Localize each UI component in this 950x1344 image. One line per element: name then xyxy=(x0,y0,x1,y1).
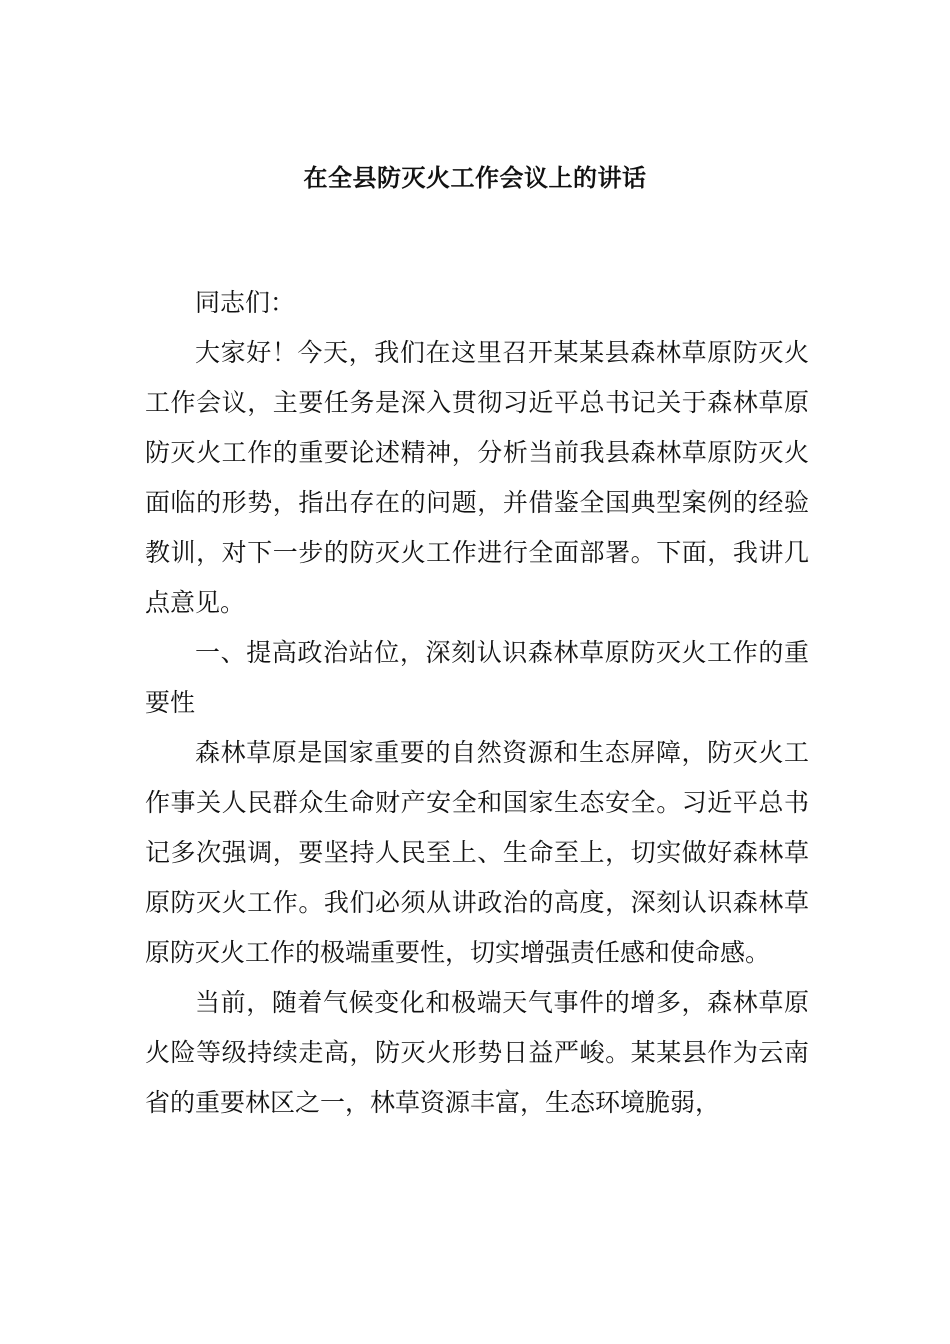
document-title: 在全县防灭火工作会议上的讲话 xyxy=(303,164,647,192)
salutation-paragraph: 同志们： xyxy=(195,288,296,317)
opening-paragraph: 大家好！今天，我们在这里召开某某县森林草原防灭火工作会议，主要任务是深入贯彻习近平总书记关于森林草原防灭火工作的重要论述精神，分析当前我县森林草原防灭火面临的形势，指出存在的问题，并借鉴全国典型案例的经验教训，对下一步的防灭火工作进行全面部署。下面，我讲几点意见。 xyxy=(145,338,809,617)
document-body xyxy=(145,278,809,1128)
body-paragraph: 当前，随着气候变化和极端天气事件的增多，森林草原火险等级持续走高，防灭火形势日益严峻。某某县作为云南省的重要林区之一，林草资源丰富，生态环境脆弱， xyxy=(145,988,809,1117)
body-paragraph: 森林草原是国家重要的自然资源和生态屏障，防灭火工作事关人民群众生命财产安全和国家生态安全。习近平总书记多次强调，要坚持人民至上、生命至上，切实做好森林草原防灭火工作。我们必须从讲政治的高度，深刻认识森林草原防灭火工作的极端重要性，切实增强责任感和使命感。 xyxy=(145,738,809,967)
section-heading-1: 一、提高政治站位，深刻认识森林草原防灭火工作的重要性 xyxy=(145,638,809,717)
